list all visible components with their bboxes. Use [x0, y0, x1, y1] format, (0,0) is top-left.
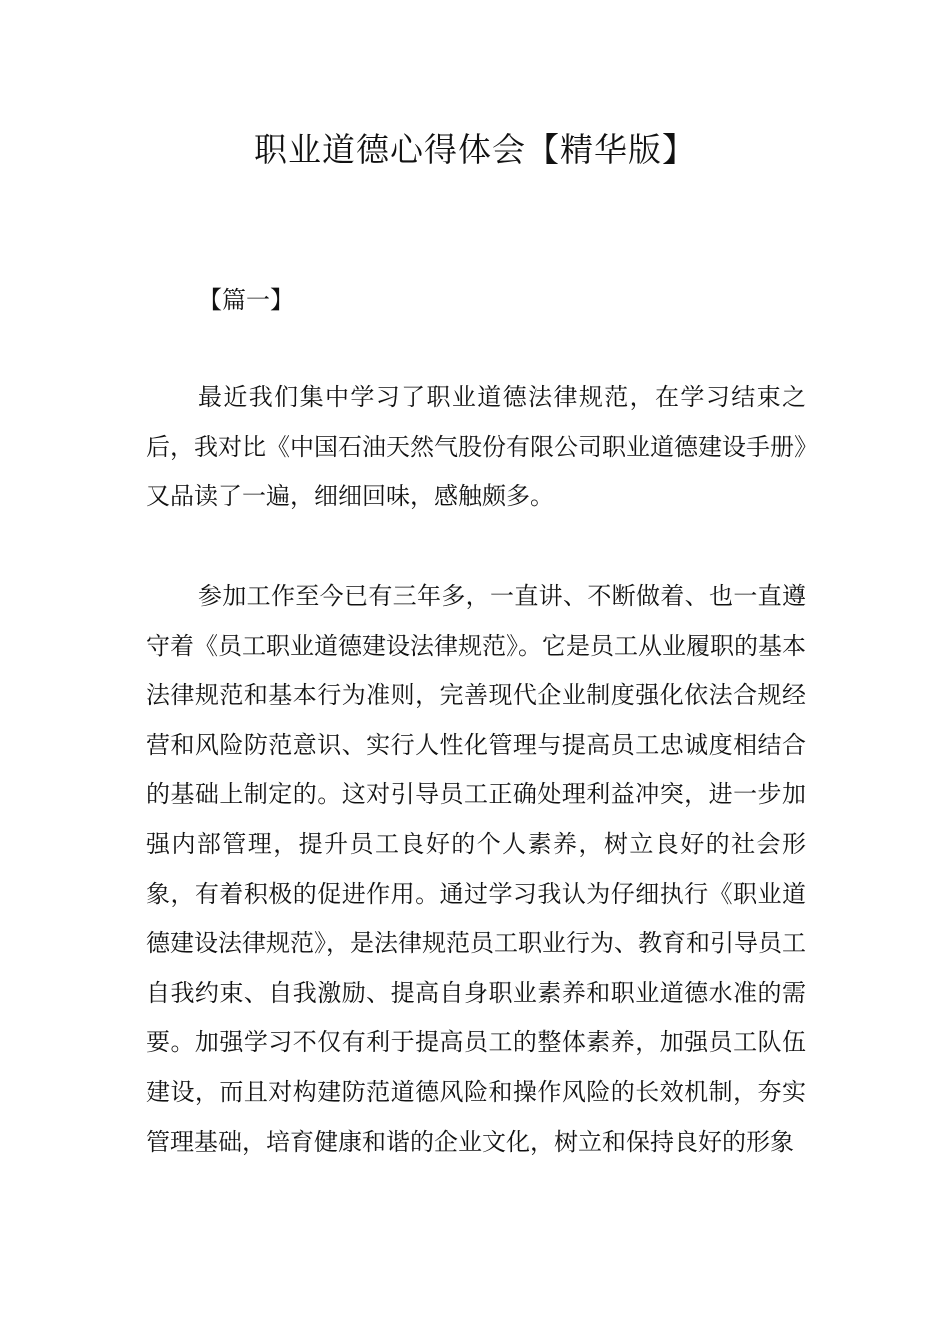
section-label: 【篇一】 — [198, 286, 294, 314]
document-title: 职业道德心得体会【精华版】 — [254, 130, 696, 169]
paragraph-2: 参加工作至今已有三年多，一直讲、不断做着、也一直遵守着《员工职业道德建设法律规范》。它是员工从业履职的基本法律规范和基本行为准则，完善现代企业制度强化依法合规经营和风险防范意识、实行人性化管理与提高员工忠诚度相结合的基础上制定的。这对引导员工正确处理利益冲突，进一步加强内部管理，提升员工良好的个人素养，树立良好的社会形象，有着积极的促进作用。通过学习我认为仔细执行《职业道德建设法律规范》，是法律规范员工职业行为、教育和引导员工自我约束、自我激励、提高自身职业素养和职业道德水准的需要。加强学习不仅有利于提高员工的整体素养，加强员工队伍建设，而且对构建防范道德风险和操作风险的长效机制，夯实管理基础，培育健康和谐的企业文化，树立和保持良好的形象 — [146, 582, 806, 1156]
paragraph-1: 最近我们集中学习了职业道德法律规范，在学习结束之后，我对比《中国石油天然气股份有限公司职业道德建设手册》又品读了一遍，细细回味，感触颇多。 — [146, 383, 806, 511]
